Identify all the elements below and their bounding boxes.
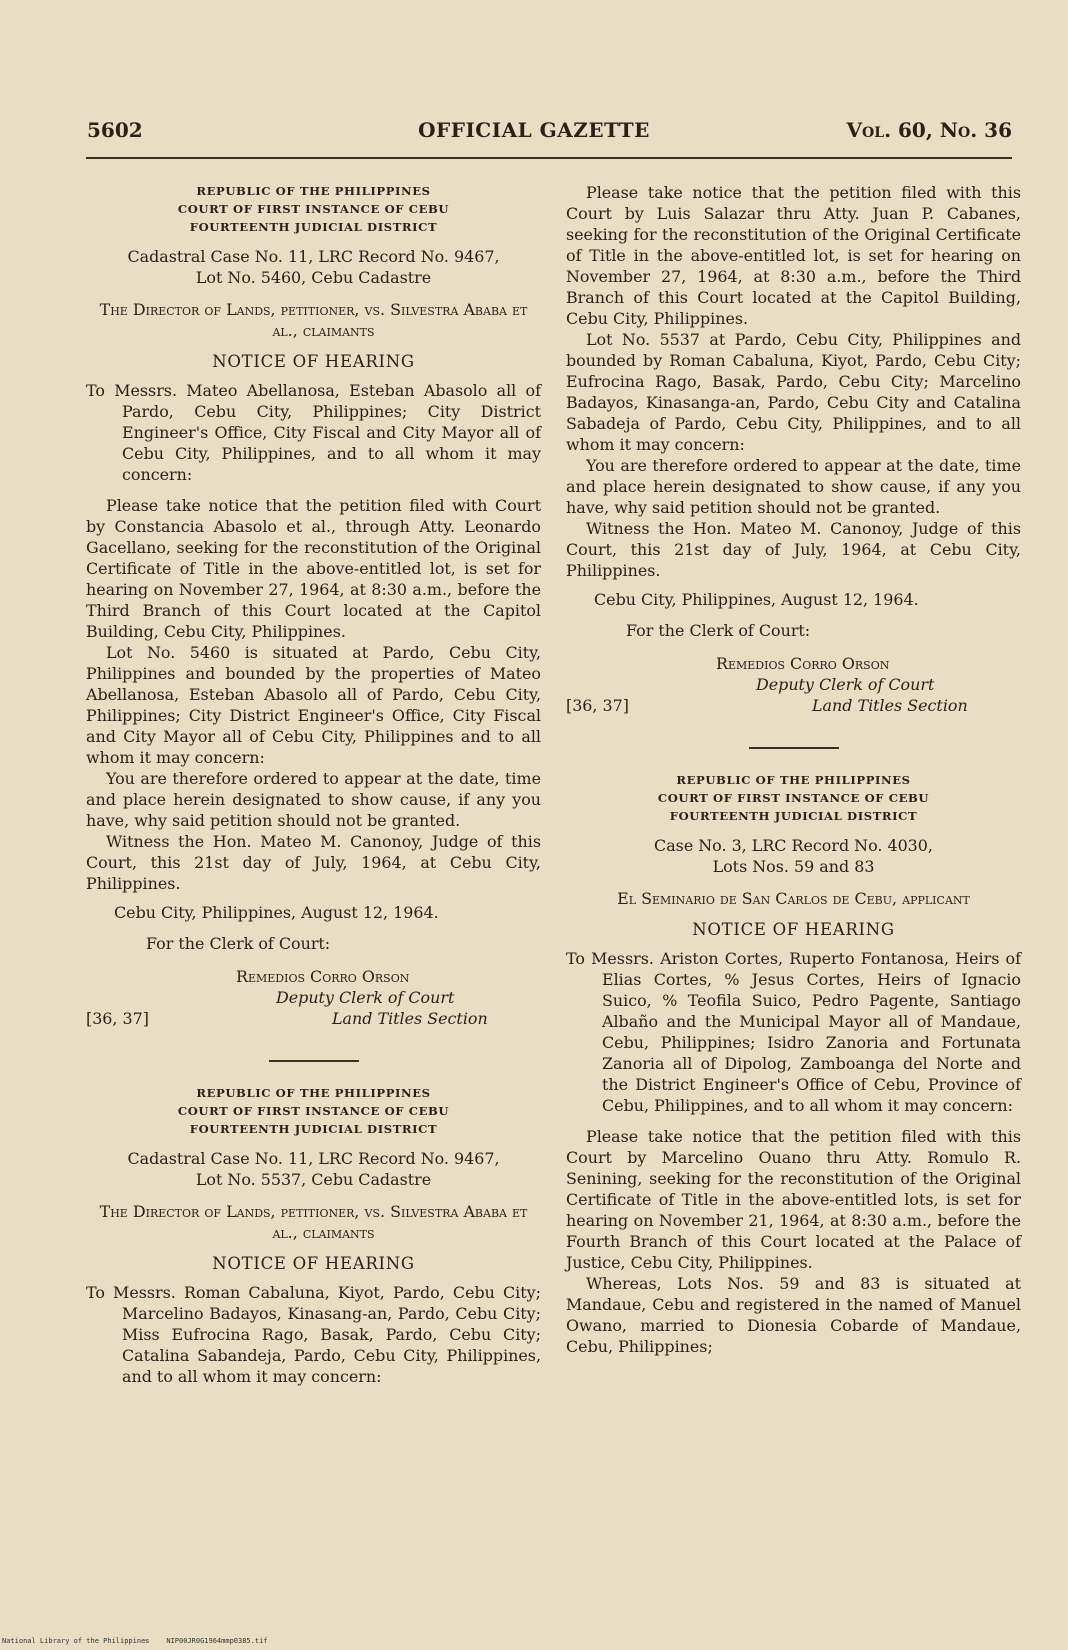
case-heading: Cadastral Case No. 11, LRC Record No. 9467, Lot No. 5537, Cebu Cadastre: [127, 1149, 500, 1189]
parties: El Seminario de San Carlos de Cebu, applicant: [617, 889, 970, 908]
court-caption: REPUBLIC OF THE PHILIPPINES COURT OF FIRST INSTANCE OF CEBU FOURTEENTH JUDICIAL DISTRICT: [657, 773, 930, 823]
signer-title: Deputy Clerk of Court: [276, 988, 455, 1007]
signer-section: Land Titles Section: [812, 696, 968, 715]
for-clerk: For the Clerk of Court:: [626, 621, 811, 640]
dateline: Cebu City, Philippines, August 12, 1964.: [114, 903, 439, 922]
addressees: To Messrs. Roman Cabaluna, Kiyot, Pardo, Cebu City; Marcelino Badayos, Kinasang-an, Pardo, Cebu City; Miss Eufrocina Rago, Basak, Pardo, Cebu City; Catalina Sabandeja, Pardo, Cebu City, Philippines, and to all whom it may concern:: [86, 1283, 541, 1386]
paragraph: Please take notice that the petition filed with this Court by Marcelino Ouano thru Atty. Romulo R. Senining, seeking for the reconstitution of the Original Certificate of Title in the above-entitled lots, is set for hearing on November 21, 1964, at 8:30 a.m., before the Fourth Branch of this Court located at the Palace of Justice, Cebu City, Philippines.: [566, 1127, 1021, 1272]
court-caption: REPUBLIC OF THE PHILIPPINES COURT OF FIRST INSTANCE OF CEBU FOURTEENTH JUDICIAL DISTRICT: [177, 184, 450, 234]
paragraph: Witness the Hon. Mateo M. Canonoy, Judge of this Court, this 21st day of July, 1964, at Cebu City, Philippines.: [86, 832, 541, 893]
signer-name: Remedios Corro Orson: [236, 967, 410, 986]
notice-lot-5460: [86, 182, 541, 1040]
section-divider: [749, 747, 839, 749]
parties: The Director of Lands, petitioner, vs. Silvestra Ababa et al., claimants: [99, 1202, 528, 1242]
court-caption: REPUBLIC OF THE PHILIPPINES COURT OF FIRST INSTANCE OF CEBU FOURTEENTH JUDICIAL DISTRICT: [177, 1086, 450, 1136]
case-heading: Case No. 3, LRC Record No. 4030, Lots Nos. 59 and 83: [654, 836, 933, 876]
issue-reference: [36, 37]: [566, 696, 629, 715]
signature-block: [566, 653, 1021, 727]
notice-title: NOTICE OF HEARING: [212, 1254, 415, 1273]
right-column: [566, 182, 1021, 1357]
paragraph: You are therefore ordered to appear at the date, time and place herein designated to show cause, if any you have, why said petition should not be granted.: [86, 769, 541, 830]
notice-title: NOTICE OF HEARING: [212, 352, 415, 371]
addressees: To Messrs. Mateo Abellanosa, Esteban Abasolo all of Pardo, Cebu City, Philippines; City District Engineer's Office, City Fiscal and City Mayor all of Cebu City, Philippines, and to all whom it may concern:: [86, 381, 541, 484]
section-divider: [269, 1060, 359, 1062]
parties: The Director of Lands, petitioner, vs. Silvestra Ababa et al., claimants: [99, 300, 528, 340]
paragraph: Lot No. 5460 is situated at Pardo, Cebu City, Philippines and bounded by the properties of Mateo Abellanosa, Esteban Abasolo all of Pardo, Cebu City, Philippines; City District Engineer's Office, City Fiscal and City Mayor all of Cebu City, Philippines and to all whom it may concern:: [86, 643, 541, 767]
page-number: 5602: [87, 118, 143, 142]
publication-title: OFFICIAL GAZETTE: [418, 118, 650, 142]
dateline: Cebu City, Philippines, August 12, 1964.: [594, 590, 919, 609]
volume-number: Vol. 60, No. 36: [846, 118, 1012, 142]
paragraph: Please take notice that the petition filed with this Court by Luis Salazar thru Atty. Juan P. Cabanes, seeking for the reconstitution of the Original Certificate of Title in the above-entitled lot, is set for hearing on November 27, 1964, at 8:30 a.m., before the Third Branch of this Court located at the Capitol Building, Cebu City, Philippines.: [566, 183, 1021, 328]
case-heading: Cadastral Case No. 11, LRC Record No. 9467, Lot No. 5460, Cebu Cadastre: [127, 247, 500, 287]
scan-footer: National Library of the Philippines NIP00JR0G1964mmp0385.tif: [2, 1637, 268, 1645]
paragraph: Please take notice that the petition filed with Court by Constancia Abasolo et al., through Atty. Leonardo Gacellano, seeking for the reconstitution of the Original Certificate of Title in the above-entitled lot, is set for hearing on November 27, 1964, at 8:30 a.m., before the Third Branch of this Court located at the Capitol Building, Cebu City, Philippines.: [86, 496, 541, 641]
paragraph: Whereas, Lots Nos. 59 and 83 is situated at Mandaue, Cebu and registered in the named of Manuel Owano, married to Dionesia Cobarde of Mandaue, Cebu, Philippines;: [566, 1274, 1021, 1356]
signer-section: Land Titles Section: [332, 1009, 488, 1028]
signer-name: Remedios Corro Orson: [716, 654, 890, 673]
notice-lot-5537-continued: [566, 182, 1021, 727]
signer-title: Deputy Clerk of Court: [756, 675, 935, 694]
issue-reference: [36, 37]: [86, 1009, 149, 1028]
notice-lots-59-83: [566, 771, 1021, 1357]
addressees: To Messrs. Ariston Cortes, Ruperto Fontanosa, Heirs of Elias Cortes, % Jesus Cortes, Heirs of Ignacio Suico, % Teofila Suico, Pedro Pagente, Santiago Albaño and the Municipal Mayor all of Mandaue, Cebu, Philippines; Isidro Zanoria and Fortunata Zanoria all of Dipolog, Zamboanga del Norte and the District Engineer's Office of Cebu, Province of Cebu, Philippines, and to all whom it may concern:: [566, 949, 1021, 1115]
header-rule: [86, 157, 1012, 159]
paragraph: You are therefore ordered to appear at the date, time and place herein designated to show cause, if any you have, why said petition should not be granted.: [566, 456, 1021, 517]
for-clerk: For the Clerk of Court:: [146, 934, 331, 953]
notice-title: NOTICE OF HEARING: [692, 920, 895, 939]
notice-lot-5537: [86, 1084, 541, 1387]
left-column: [86, 182, 541, 1387]
signature-block: [86, 966, 541, 1040]
paragraph: Lot No. 5537 at Pardo, Cebu City, Philippines and bounded by Roman Cabaluna, Kiyot, Pardo, Cebu City; Eufrocina Rago, Basak, Pardo, Cebu City; Marcelino Badayos, Kinasanga-an, Pardo, Cebu City and Catalina Sabadeja of Pardo, Cebu City, Philippines, and to all whom it may concern:: [566, 330, 1021, 454]
paragraph: Witness the Hon. Mateo M. Canonoy, Judge of this Court, this 21st day of July, 1964, at Cebu City, Philippines.: [566, 519, 1021, 580]
